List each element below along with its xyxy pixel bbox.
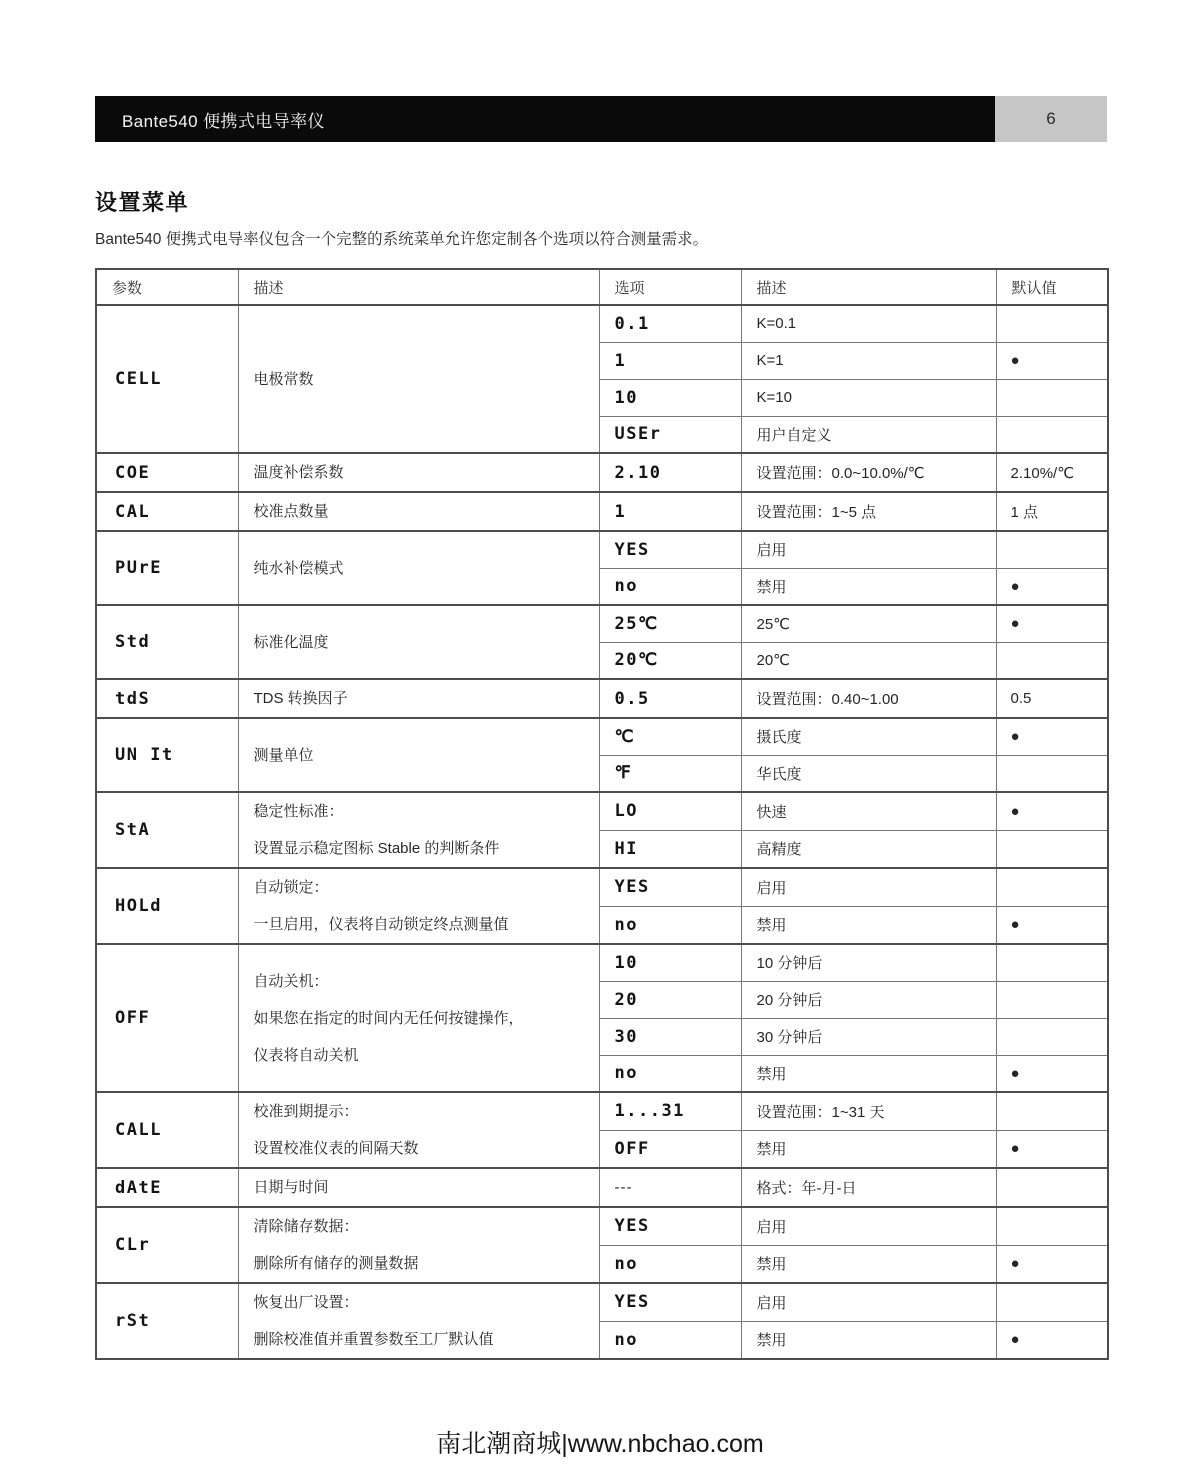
param-lcd: UN It bbox=[115, 745, 174, 765]
page-number-box bbox=[995, 96, 1107, 142]
option-desc-cell: 10 分钟后 bbox=[741, 944, 996, 981]
desc-line: 标准化温度 bbox=[253, 633, 329, 651]
option-dashes: --- bbox=[614, 1179, 633, 1196]
desc-line: 稳定性标准： bbox=[253, 803, 344, 820]
default-cell bbox=[996, 1018, 1108, 1055]
option-cell bbox=[599, 568, 741, 605]
default-cell bbox=[996, 531, 1108, 568]
default-cell: ● bbox=[996, 1321, 1108, 1359]
table-row bbox=[96, 1283, 1108, 1321]
option-cell bbox=[599, 718, 741, 755]
option-cell bbox=[599, 342, 741, 379]
param-cell bbox=[96, 944, 238, 1092]
default-cell bbox=[996, 1168, 1108, 1207]
param-cell bbox=[96, 531, 238, 605]
option-desc-cell: 快速 bbox=[741, 792, 996, 830]
option-cell bbox=[599, 379, 741, 416]
option-desc-cell: 启用 bbox=[741, 868, 996, 906]
option-desc-cell: 设置范围：0.40~1.00 bbox=[741, 679, 996, 718]
table-row bbox=[96, 792, 1108, 830]
param-lcd: HOLd bbox=[115, 896, 162, 916]
default-cell: ● bbox=[996, 1245, 1108, 1283]
option-desc-cell: 禁用 bbox=[741, 1130, 996, 1168]
option-cell bbox=[599, 906, 741, 944]
option-cell bbox=[599, 305, 741, 342]
desc-line: 校准到期提示： bbox=[253, 1103, 359, 1120]
option-cell bbox=[599, 1092, 741, 1130]
option-desc-cell: 启用 bbox=[741, 1283, 996, 1321]
desc-line: 删除所有储存的测量数据 bbox=[253, 1255, 419, 1272]
option-desc-cell: 禁用 bbox=[741, 568, 996, 605]
desc-line: 恢复出厂设置： bbox=[253, 1294, 359, 1311]
param-lcd: dAtE bbox=[115, 1177, 162, 1198]
param-desc-cell bbox=[238, 1207, 599, 1283]
option-desc-cell: K=10 bbox=[741, 379, 996, 416]
param-cell bbox=[96, 605, 238, 679]
option-lcd: 0.1 bbox=[614, 313, 650, 334]
default-cell: ● bbox=[996, 792, 1108, 830]
param-cell bbox=[96, 1168, 238, 1207]
option-desc-cell: K=0.1 bbox=[741, 305, 996, 342]
param-lcd: StA bbox=[115, 820, 151, 840]
option-desc-cell: 设置范围：0.0~10.0%/℃ bbox=[741, 453, 996, 492]
desc-line: 校准点数量 bbox=[253, 503, 329, 520]
default-cell bbox=[996, 755, 1108, 792]
section-title: 设置菜单 bbox=[95, 190, 190, 215]
default-cell: ● bbox=[996, 1055, 1108, 1092]
option-cell bbox=[599, 1055, 741, 1092]
option-lcd: no bbox=[614, 1329, 638, 1350]
option-cell bbox=[599, 755, 741, 792]
param-desc-cell bbox=[238, 1283, 599, 1359]
option-desc-cell: 30 分钟后 bbox=[741, 1018, 996, 1055]
desc-line: 仪表将自动关机 bbox=[253, 1046, 359, 1064]
param-cell bbox=[96, 718, 238, 792]
param-cell bbox=[96, 792, 238, 868]
desc-line: 清除储存数据： bbox=[253, 1218, 359, 1235]
table-row bbox=[96, 531, 1108, 568]
desc-line: 删除校准值并重置参数至工厂默认值 bbox=[253, 1331, 494, 1348]
option-cell bbox=[599, 642, 741, 679]
option-desc-cell: 设置范围：1~31 天 bbox=[741, 1092, 996, 1130]
page-number: 6 bbox=[1046, 109, 1056, 128]
page-header-bar bbox=[95, 96, 1107, 142]
option-desc-cell: 禁用 bbox=[741, 1055, 996, 1092]
default-cell: ● bbox=[996, 568, 1108, 605]
option-desc-cell: 格式：年-月-日 bbox=[741, 1168, 996, 1207]
param-desc-cell bbox=[238, 679, 599, 718]
param-lcd: OFF bbox=[115, 1008, 151, 1028]
option-desc-cell: 禁用 bbox=[741, 1321, 996, 1359]
option-cell bbox=[599, 1168, 741, 1207]
option-lcd: 0.5 bbox=[614, 688, 650, 709]
default-cell bbox=[996, 305, 1108, 342]
default-cell bbox=[996, 981, 1108, 1018]
option-desc-cell: 启用 bbox=[741, 531, 996, 568]
option-cell bbox=[599, 1018, 741, 1055]
option-desc-cell: 禁用 bbox=[741, 906, 996, 944]
desc-line: 设置校准仪表的间隔天数 bbox=[253, 1140, 419, 1157]
param-desc-cell bbox=[238, 792, 599, 868]
option-cell bbox=[599, 981, 741, 1018]
document-title: Bante540 便携式电导率仪 bbox=[122, 111, 325, 131]
param-desc-cell bbox=[238, 868, 599, 944]
option-lcd: USEr bbox=[614, 424, 662, 445]
param-lcd: CALL bbox=[115, 1120, 162, 1140]
col-header-option: 选项 bbox=[599, 269, 741, 305]
param-lcd: PUrE bbox=[115, 558, 162, 578]
param-lcd: tdS bbox=[115, 688, 151, 709]
default-cell bbox=[996, 1283, 1108, 1321]
option-lcd: YES bbox=[614, 877, 650, 898]
param-desc-cell bbox=[238, 605, 599, 679]
section-intro: Bante540 便携式电导率仪包含一个完整的系统菜单允许您定制各个选项以符合测量需求。 bbox=[95, 231, 709, 248]
default-cell bbox=[996, 944, 1108, 981]
desc-line: TDS 转换因子 bbox=[253, 690, 348, 707]
table-row bbox=[96, 492, 1108, 531]
desc-line: 设置显示稳定图标 Stable 的判断条件 bbox=[253, 840, 500, 857]
table-row bbox=[96, 1168, 1108, 1207]
default-cell: 1 点 bbox=[996, 492, 1108, 531]
option-lcd: 25℃ bbox=[614, 613, 659, 634]
desc-line: 温度补偿系数 bbox=[253, 464, 344, 481]
option-cell bbox=[599, 416, 741, 453]
param-desc-cell bbox=[238, 492, 599, 531]
desc-line: 一旦启用，仪表将自动锁定终点测量值 bbox=[253, 916, 509, 933]
option-lcd: 30 bbox=[614, 1026, 638, 1047]
option-lcd: LO bbox=[614, 801, 638, 822]
table-row bbox=[96, 1207, 1108, 1245]
desc-line: 测量单位 bbox=[253, 746, 314, 764]
option-cell bbox=[599, 830, 741, 868]
option-lcd: ℉ bbox=[614, 763, 633, 784]
option-desc-cell: 20 分钟后 bbox=[741, 981, 996, 1018]
col-header-param: 参数 bbox=[96, 269, 238, 305]
option-lcd: 1 bbox=[614, 501, 627, 522]
param-cell bbox=[96, 1092, 238, 1168]
option-lcd: YES bbox=[614, 1292, 650, 1313]
option-cell bbox=[599, 492, 741, 531]
default-cell: ● bbox=[996, 1130, 1108, 1168]
option-desc-cell: 启用 bbox=[741, 1207, 996, 1245]
table-row bbox=[96, 718, 1108, 755]
header-title-area bbox=[95, 96, 995, 142]
table-row bbox=[96, 679, 1108, 718]
option-desc-cell: 设置范围：1~5 点 bbox=[741, 492, 996, 531]
param-lcd: Std bbox=[115, 632, 151, 652]
default-cell bbox=[996, 1207, 1108, 1245]
option-lcd: ℃ bbox=[614, 726, 636, 747]
option-lcd: no bbox=[614, 914, 638, 935]
param-lcd: CLr bbox=[115, 1235, 151, 1255]
option-lcd: YES bbox=[614, 539, 650, 560]
option-lcd: OFF bbox=[614, 1138, 650, 1159]
param-cell bbox=[96, 679, 238, 718]
option-lcd: 20℃ bbox=[614, 650, 659, 671]
default-cell bbox=[996, 830, 1108, 868]
option-desc-cell: 高精度 bbox=[741, 830, 996, 868]
param-lcd: CAL bbox=[115, 501, 151, 522]
option-desc-cell: 20℃ bbox=[741, 642, 996, 679]
option-lcd: 2.10 bbox=[614, 462, 662, 483]
desc-line: 自动关机： bbox=[253, 972, 329, 990]
default-cell bbox=[996, 379, 1108, 416]
option-cell bbox=[599, 453, 741, 492]
table-row bbox=[96, 305, 1108, 342]
footer-watermark: 南北潮商城|www.nbchao.com bbox=[436, 1430, 764, 1458]
default-cell: ● bbox=[996, 342, 1108, 379]
param-lcd: COE bbox=[115, 462, 151, 483]
default-cell: 0.5 bbox=[996, 679, 1108, 718]
option-cell bbox=[599, 1130, 741, 1168]
default-cell: ● bbox=[996, 906, 1108, 944]
param-cell bbox=[96, 1207, 238, 1283]
param-desc-cell bbox=[238, 718, 599, 792]
table-header-row bbox=[96, 269, 1108, 305]
table-row bbox=[96, 868, 1108, 906]
default-cell bbox=[996, 868, 1108, 906]
option-cell bbox=[599, 1321, 741, 1359]
default-cell bbox=[996, 642, 1108, 679]
default-cell: ● bbox=[996, 605, 1108, 642]
option-desc-cell: 华氏度 bbox=[741, 755, 996, 792]
option-cell bbox=[599, 1207, 741, 1245]
option-lcd: 1 bbox=[614, 350, 627, 371]
option-cell bbox=[599, 944, 741, 981]
table-row bbox=[96, 605, 1108, 642]
desc-line: 如果您在指定的时间内无任何按键操作， bbox=[253, 1009, 524, 1027]
option-desc-cell: 禁用 bbox=[741, 1245, 996, 1283]
default-cell: ● bbox=[996, 718, 1108, 755]
param-lcd: rSt bbox=[115, 1311, 151, 1331]
option-cell bbox=[599, 1245, 741, 1283]
option-desc-cell: 用户自定义 bbox=[741, 416, 996, 453]
option-cell bbox=[599, 1283, 741, 1321]
default-cell bbox=[996, 1092, 1108, 1130]
table-row bbox=[96, 944, 1108, 981]
option-lcd: HI bbox=[614, 838, 638, 859]
option-cell bbox=[599, 679, 741, 718]
option-lcd: no bbox=[614, 1253, 638, 1274]
option-desc-cell: 摄氏度 bbox=[741, 718, 996, 755]
param-cell bbox=[96, 453, 238, 492]
param-desc-cell bbox=[238, 1168, 599, 1207]
col-header-option-desc: 描述 bbox=[741, 269, 996, 305]
col-header-default: 默认值 bbox=[996, 269, 1108, 305]
option-lcd: 20 bbox=[614, 989, 638, 1010]
desc-line: 纯水补偿模式 bbox=[253, 559, 344, 577]
desc-line: 日期与时间 bbox=[253, 1179, 329, 1196]
param-cell bbox=[96, 305, 238, 453]
param-cell bbox=[96, 1283, 238, 1359]
param-desc-cell bbox=[238, 305, 599, 453]
option-lcd: 10 bbox=[614, 952, 638, 973]
table-row bbox=[96, 453, 1108, 492]
param-desc-cell bbox=[238, 1092, 599, 1168]
param-lcd: CELL bbox=[115, 369, 162, 389]
option-cell bbox=[599, 792, 741, 830]
param-desc-cell bbox=[238, 453, 599, 492]
option-lcd: 1...31 bbox=[614, 1101, 685, 1122]
param-desc-cell bbox=[238, 944, 599, 1092]
table-row bbox=[96, 1092, 1108, 1130]
option-cell bbox=[599, 531, 741, 568]
param-cell bbox=[96, 868, 238, 944]
option-cell bbox=[599, 868, 741, 906]
col-header-desc: 描述 bbox=[238, 269, 599, 305]
option-lcd: no bbox=[614, 1063, 638, 1084]
option-desc-cell: K=1 bbox=[741, 342, 996, 379]
default-cell bbox=[996, 416, 1108, 453]
default-cell: 2.10%/℃ bbox=[996, 453, 1108, 492]
settings-menu-table bbox=[95, 268, 1109, 1360]
desc-line: 电极常数 bbox=[253, 370, 314, 388]
option-desc-cell: 25℃ bbox=[741, 605, 996, 642]
param-desc-cell bbox=[238, 531, 599, 605]
option-lcd: 10 bbox=[614, 387, 638, 408]
desc-line: 自动锁定： bbox=[253, 879, 329, 896]
option-cell bbox=[599, 605, 741, 642]
option-lcd: YES bbox=[614, 1216, 650, 1237]
option-lcd: no bbox=[614, 576, 638, 597]
param-cell bbox=[96, 492, 238, 531]
